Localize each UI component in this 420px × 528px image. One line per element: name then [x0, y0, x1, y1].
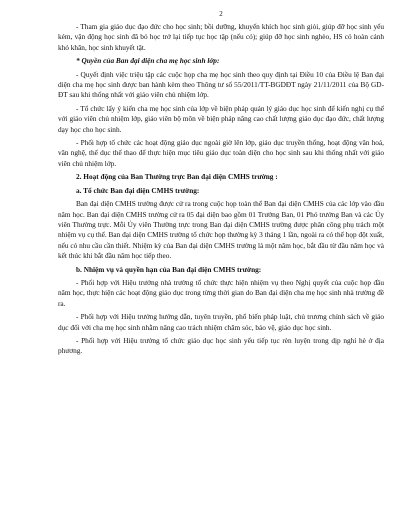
heading-section-2a: a. Tổ chức Ban đại diện CMHS trường: [76, 185, 200, 195]
heading-section-2b: b. Nhiệm vụ và quyền hạn của Ban đại diện CMHS trường: [76, 264, 262, 274]
paragraph-school-duty-1: - Phối hợp với Hiệu trưởng nhà trường tổ chức thực hiện nhiệm vụ theo Nghị quyết của cuộc họp đầu năm học, thực hiện các hoạt động giáo dục trong từng thời gian do Ban đại diện cha mẹ học sinh nhà trường đề ra. [58, 277, 384, 308]
paragraph-school-board-organization: Ban đại diện CMHS trường được cử ra trong cuộc họp toàn thể Ban đại diện CMHS của các lớp vào đầu năm học. Ban đại diện CMHS trường cử ra 05 đại diện bao gồm 01 Trưởng Ban, 01 Phó trưởng Ban và các Ủy viên Thường trực. Mỗi Ủy viên Thường trực trong Ban đại diện CMHS trường được phân công phụ trách một nhiệm vụ cụ thể. Ban đại diện CMHS trường tổ chức họp thường kỳ 3 tháng 1 lần, ngoài ra có thể họp đột xuất, nếu có nhu cầu cần thiết. Nhiệm kỳ của Ban đại diện CMHS trường là một năm học, bắt đầu từ đầu năm học và kết thúc khi bắt đầu năm học tiếp theo. [58, 199, 384, 261]
paragraph-school-duty-2: - Phối hợp với Hiệu trưởng hướng dẫn, tuyên truyền, phổ biến pháp luật, chủ trương chính sách về giáo dục đối với cha mẹ học sinh nhằm nâng cao trách nhiệm chăm sóc, bảo vệ, giáo dục học sinh. [58, 312, 384, 332]
heading-section-2: 2. Hoạt động của Ban Thường trực Ban đại diện CMHS trường : [76, 172, 278, 182]
paragraph-rights-opinions: - Tổ chức lấy ý kiến cha mẹ học sinh của lớp về biện pháp quản lý giáo dục học sinh để kiến nghị cụ thể với giáo viên chủ nhiệm lớp, giáo viên bộ môn về biện pháp nâng cao chất lượng giáo dục đạo đức, chất lượng dạy học cho học sinh. [58, 103, 384, 134]
paragraph-rights-meetings: - Quyết định việc triệu tập các cuộc họp cha mẹ học sinh theo quy định tại Điều 10 của Điều lệ Ban đại diện cha mẹ học sinh được ban hành kèm theo Thông tư số 55/2011/TT-BGDĐT ngày 21/11/2011 của Bộ GD-ĐT sau khi thống nhất với giáo viên chủ nhiệm lớp. [58, 69, 384, 100]
paragraph-rights-activities: - Phối hợp tổ chức các hoạt động giáo dục ngoài giờ lên lớp, giáo dục truyền thống, hoạt động văn hoá, văn nghệ, thể dục thể thao để thực hiện mục tiêu giáo dục toàn diện cho học sinh sau khi thống nhất với giáo viên chủ nhiệm lớp. [58, 138, 384, 168]
heading-class-rights: * Quyền của Ban đại diện cha mẹ học sinh lớp: [76, 56, 220, 66]
paragraph-school-duty-3: - Phối hợp với Hiệu trưởng tổ chức giáo dục học sinh yếu tiếp tục rèn luyện trong dịp nghỉ hè ở địa phương. [58, 335, 384, 356]
paragraph-duties-moral: - Tham gia giáo dục đạo đức cho học sinh; bồi dưỡng, khuyến khích học sinh giỏi, giúp đỡ học sinh yếu kém, vận động học sinh đã bỏ học trở lại tiếp tục học tập (nếu có); giúp đỡ học sinh nghèo, HS có hoàn cảnh khó khăn, học sinh khuyết tật. [58, 22, 384, 52]
page-number: 2 [219, 10, 223, 18]
